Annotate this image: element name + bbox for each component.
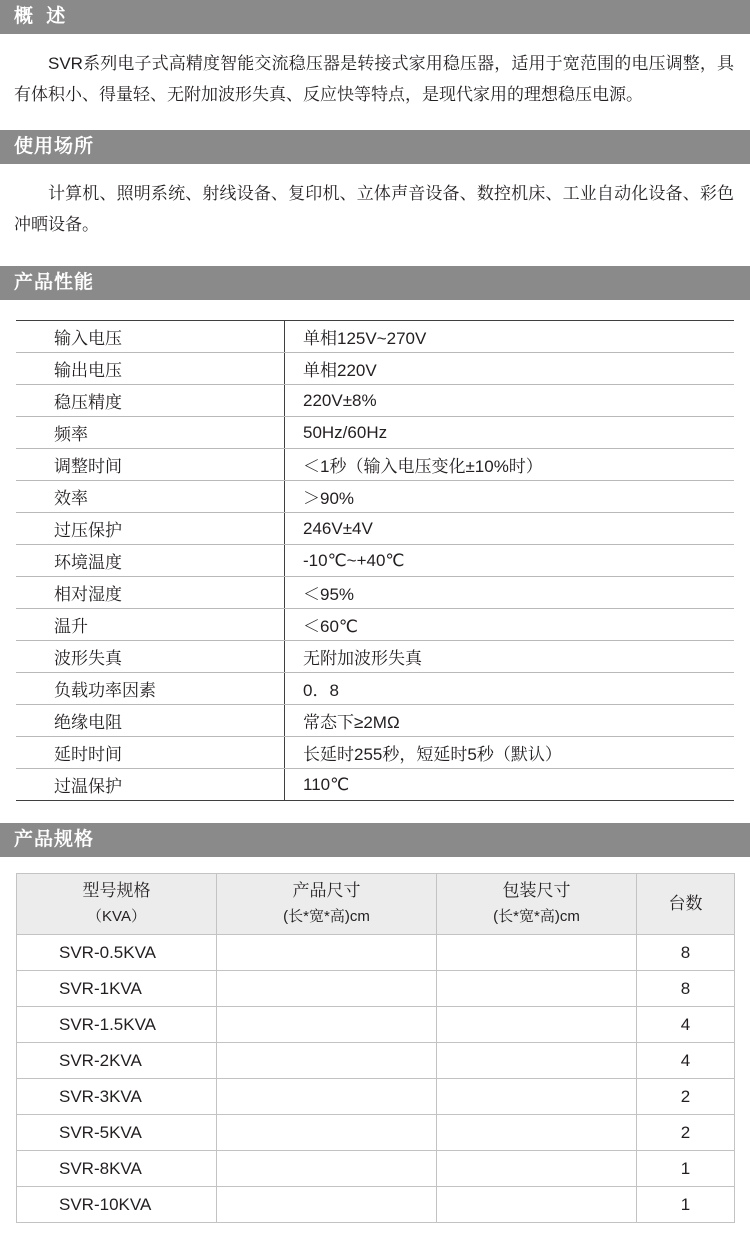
spec-product-size xyxy=(217,1079,437,1115)
table-row xyxy=(16,737,734,769)
section-header-spec: 产品规格 xyxy=(0,823,750,857)
table-row xyxy=(16,673,734,705)
perf-value: 246V±4V xyxy=(285,513,735,545)
spec-model: SVR-3KVA xyxy=(17,1079,217,1115)
table-row xyxy=(16,417,734,449)
perf-value: 220V±8% xyxy=(285,385,735,417)
table-row xyxy=(17,1187,735,1223)
table-row xyxy=(16,577,734,609)
overview-paragraph: SVR系列电子式高精度智能交流稳压器是转接式家用稳压器，适用于宽范围的电压调整，具有体积小、得量轻、无附加波形失真、反应快等特点，是现代家用的理想稳压电源。 xyxy=(14,54,734,104)
table-row xyxy=(16,385,734,417)
spec-package-size xyxy=(437,971,637,1007)
spec-header-row xyxy=(17,874,735,935)
performance-table xyxy=(16,320,734,801)
perf-value: 长延时255秒，短延时5秒（默认） xyxy=(285,737,735,769)
spec-product-size xyxy=(217,1115,437,1151)
spec-product-size xyxy=(217,1151,437,1187)
spec-model: SVR-5KVA xyxy=(17,1115,217,1151)
spec-header-product-size xyxy=(217,874,437,935)
spec-qty: 2 xyxy=(637,1079,735,1115)
perf-value: 50Hz/60Hz xyxy=(285,417,735,449)
spec-package-size xyxy=(437,1151,637,1187)
perf-key: 过温保护 xyxy=(16,769,285,801)
spec-qty: 8 xyxy=(637,935,735,971)
perf-value: -10℃~+40℃ xyxy=(285,545,735,577)
spec-package-size xyxy=(437,1187,637,1223)
table-row xyxy=(16,353,734,385)
spacer-performance xyxy=(0,801,750,823)
section-header-usage: 使用场所 xyxy=(0,130,750,164)
spec-header-product-size-line2: (长*宽*高)cm xyxy=(283,908,370,925)
spec-header-package-size-line1: 包装尺寸 xyxy=(502,881,571,900)
perf-key: 延时时间 xyxy=(16,737,285,769)
perf-key: 频率 xyxy=(16,417,285,449)
table-row xyxy=(17,971,735,1007)
perf-key: 相对湿度 xyxy=(16,577,285,609)
perf-value: 110℃ xyxy=(303,774,350,794)
spec-product-size xyxy=(217,1187,437,1223)
perf-key: 过压保护 xyxy=(16,513,285,545)
section-header-overview: 概 述 xyxy=(0,0,750,34)
table-row xyxy=(16,321,734,353)
spec-qty: 1 xyxy=(637,1187,735,1223)
perf-key: 输入电压 xyxy=(16,321,285,353)
table-row xyxy=(17,1079,735,1115)
spec-table xyxy=(16,873,735,1223)
spec-qty: 4 xyxy=(637,1043,735,1079)
spec-model: SVR-1.5KVA xyxy=(17,1007,217,1043)
spec-header-product-size-line1: 产品尺寸 xyxy=(292,881,361,900)
perf-value: 常态下≥2MΩ xyxy=(285,705,735,737)
perf-value: ＜95% xyxy=(285,577,735,609)
spec-header-package-size-line2: (长*宽*高)cm xyxy=(493,908,580,925)
perf-key: 效率 xyxy=(16,481,285,513)
spacer-usage xyxy=(0,244,750,266)
perf-value: 无附加波形失真 xyxy=(285,641,735,673)
table-row xyxy=(16,705,734,737)
table-row xyxy=(16,513,734,545)
spec-table-wrapper xyxy=(0,857,750,1223)
spec-package-size xyxy=(437,935,637,971)
perf-value: 0．8 xyxy=(285,673,735,705)
spec-qty: 2 xyxy=(637,1115,735,1151)
perf-value: ＞90% xyxy=(285,481,735,513)
spec-package-size xyxy=(437,1079,637,1115)
perf-key: 调整时间 xyxy=(16,449,285,481)
performance-table-wrapper xyxy=(0,300,750,801)
spec-product-size xyxy=(217,1043,437,1079)
spec-header-qty xyxy=(637,874,735,935)
spec-header-model-line2: （KVA） xyxy=(87,908,146,925)
table-row xyxy=(16,481,734,513)
spec-package-size xyxy=(437,1007,637,1043)
spec-model: SVR-0.5KVA xyxy=(17,935,217,971)
spec-header-model-line1: 型号规格 xyxy=(82,881,151,900)
table-row xyxy=(17,935,735,971)
spec-header-model xyxy=(17,874,217,935)
spec-product-size xyxy=(217,1007,437,1043)
table-row xyxy=(17,1115,735,1151)
spacer-overview xyxy=(0,116,750,130)
table-row xyxy=(17,1043,735,1079)
perf-key: 波形失真 xyxy=(16,641,285,673)
table-row xyxy=(16,545,734,577)
spec-qty: 8 xyxy=(637,971,735,1007)
perf-key: 环境温度 xyxy=(16,545,285,577)
spec-header-package-size xyxy=(437,874,637,935)
perf-key: 温升 xyxy=(16,609,285,641)
perf-key: 负载功率因素 xyxy=(16,673,285,705)
spec-model: SVR-10KVA xyxy=(17,1187,217,1223)
table-row xyxy=(17,1007,735,1043)
perf-value: ＜60℃ xyxy=(285,609,735,641)
table-row xyxy=(16,609,734,641)
perf-key: 绝缘电阻 xyxy=(16,705,285,737)
spec-model: SVR-1KVA xyxy=(17,971,217,1007)
spec-header-qty-line1: 台数 xyxy=(668,894,703,913)
spec-qty: 1 xyxy=(637,1151,735,1187)
table-row xyxy=(17,1151,735,1187)
table-row xyxy=(16,641,734,673)
perf-key: 输出电压 xyxy=(16,353,285,385)
spec-qty: 4 xyxy=(637,1007,735,1043)
spec-model: SVR-2KVA xyxy=(17,1043,217,1079)
spec-product-size xyxy=(217,935,437,971)
perf-value: ＜1秒（输入电压变化±10%时） xyxy=(285,449,735,481)
table-row xyxy=(16,449,734,481)
spec-model: SVR-8KVA xyxy=(17,1151,217,1187)
spec-package-size xyxy=(437,1115,637,1151)
section-header-performance: 产品性能 xyxy=(0,266,750,300)
spec-product-size xyxy=(217,971,437,1007)
perf-key: 稳压精度 xyxy=(16,385,285,417)
usage-paragraph: 计算机、照明系统、射线设备、复印机、立体声音设备、数控机床、工业自动化设备、彩色冲晒设备。 xyxy=(14,184,734,234)
perf-value: 单相125V~270V xyxy=(285,321,735,353)
perf-value: 单相220V xyxy=(285,353,735,385)
table-row xyxy=(16,769,734,801)
spec-package-size xyxy=(437,1043,637,1079)
